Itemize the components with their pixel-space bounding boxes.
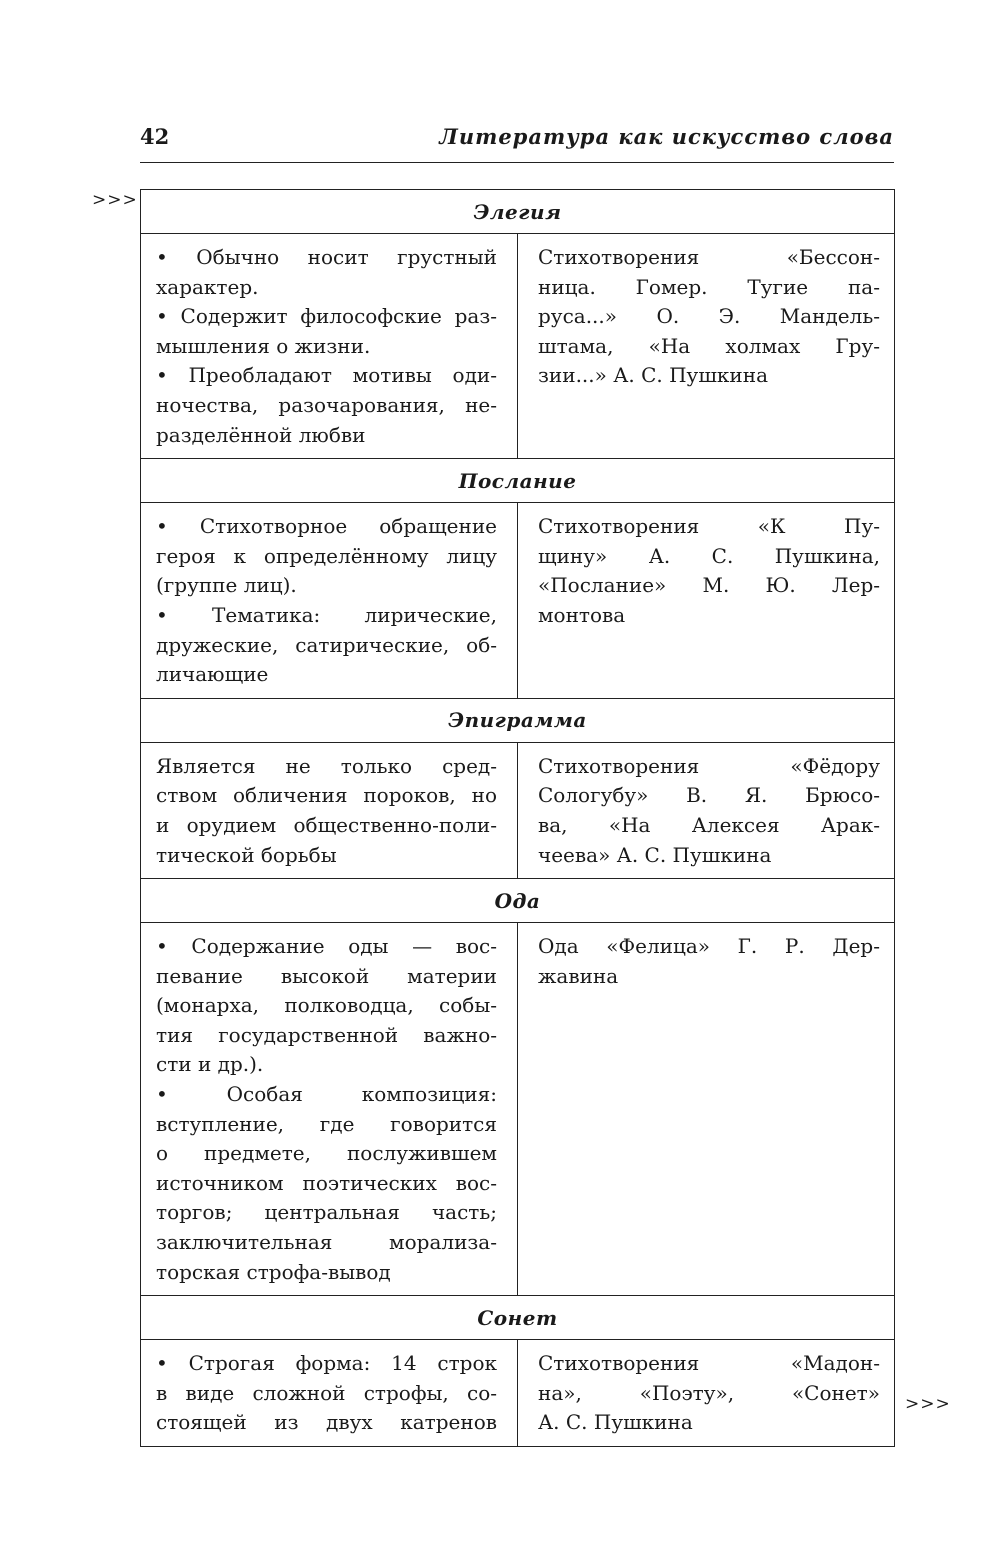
header-rule (140, 162, 894, 163)
section-title: Послание (141, 459, 895, 503)
text-line: на», «Поэту», «Сонет» (538, 1380, 880, 1405)
text-line: • Особая композиция: (156, 1082, 497, 1107)
section-content-row (141, 234, 895, 459)
section-header-row (141, 698, 895, 742)
text-line: ночества, разочарования, не- (156, 392, 497, 417)
section-content-row (141, 923, 895, 1296)
section-header-row (141, 1296, 895, 1340)
text-line: щину» А. С. Пушкина, (538, 543, 880, 568)
section-content-row (141, 742, 895, 878)
text-line: разделённой любви (156, 422, 366, 447)
examples-cell (518, 923, 895, 1296)
features-cell (141, 503, 518, 699)
text-line: личающие (156, 662, 269, 687)
text-line: в виде сложной строфы, со- (156, 1380, 497, 1405)
section-header-row (141, 459, 895, 503)
text-line: источником поэтических вос- (156, 1170, 497, 1195)
text-line: чеева» А. С. Пушкина (538, 842, 772, 867)
text-line: Является не только сред- (156, 753, 497, 778)
text-line: мышления о жизни. (156, 333, 371, 358)
text-line: ством обличения пороков, но (156, 783, 497, 808)
text-line: стоящей из двух катренов (156, 1410, 497, 1435)
text-line: тия государственной важно- (156, 1022, 497, 1047)
section-title: Сонет (141, 1296, 895, 1340)
section-content-row (141, 1340, 895, 1447)
text-line: и орудием общественно-поли- (156, 812, 497, 837)
text-line: ница. Гомер. Тугие па- (538, 274, 880, 299)
text-line: (группе лиц). (156, 573, 297, 598)
features-cell (141, 234, 518, 459)
examples-cell (518, 234, 895, 459)
continuation-mark-bottom: >>> (905, 1394, 951, 1414)
text-line: • Содержит философские раз- (156, 304, 497, 329)
text-line: (монарха, полководца, собы- (156, 993, 497, 1018)
text-line: А. С. Пушкина (538, 1410, 693, 1435)
text-line: сти и др.). (156, 1052, 264, 1077)
text-line: дружеские, сатирические, об- (156, 632, 497, 657)
section-content-row (141, 503, 895, 699)
running-head: Литература как искусство слова (439, 124, 894, 149)
text-line: вступление, где говорится (156, 1111, 497, 1136)
text-line: певание высокой материи (156, 963, 497, 988)
text-line: героя к определённому лицу (156, 543, 497, 568)
text-line: зии...» А. С. Пушкина (538, 363, 768, 388)
section-header-row (141, 190, 895, 234)
text-line: • Содержание оды — вос- (156, 934, 497, 959)
text-line: • Обычно носит грустный (156, 245, 497, 269)
section-header-row (141, 879, 895, 923)
text-line: жавина (538, 963, 619, 988)
text-line: руса...» О. Э. Мандель- (538, 304, 880, 329)
text-line: тической борьбы (156, 842, 337, 867)
continuation-mark-top: >>> (92, 190, 138, 210)
text-line: • Стихотворное обращение (156, 514, 497, 539)
examples-cell (518, 742, 895, 878)
text-line: Стихотворения «Бессон- (538, 245, 880, 269)
text-line: характер. (156, 274, 259, 299)
text-line: Стихотворения «Мадон- (538, 1351, 880, 1376)
section-title: Эпиграмма (141, 698, 895, 742)
text-line: Стихотворения «Фёдору (538, 753, 880, 778)
text-line: Сологубу» В. Я. Брюсо- (538, 783, 880, 808)
text-line: Ода «Фелица» Г. Р. Дер- (538, 934, 880, 959)
text-line: • Тематика: лирические, (156, 602, 497, 627)
text-line: Стихотворения «К Пу- (538, 514, 880, 539)
text-line: заключительная морализа- (156, 1230, 497, 1255)
section-title: Элегия (141, 190, 895, 234)
text-line: о предмете, послужившем (156, 1141, 497, 1166)
text-line: • Строгая форма: 14 строк (156, 1351, 497, 1376)
features-cell (141, 742, 518, 878)
examples-cell (518, 503, 895, 699)
text-line: торская строфа-вывод (156, 1259, 391, 1284)
text-line: штама, «На холмах Гру- (538, 333, 880, 358)
features-cell (141, 1340, 518, 1447)
text-line: ва, «На Алексея Арак- (538, 812, 880, 837)
text-line: монтова (538, 602, 626, 627)
section-title: Ода (141, 879, 895, 923)
examples-cell (518, 1340, 895, 1447)
features-cell (141, 923, 518, 1296)
page-number: 42 (140, 124, 170, 149)
text-line: «Послание» М. Ю. Лер- (538, 573, 880, 598)
text-line: торгов; центральная часть; (156, 1200, 497, 1225)
genre-table (140, 189, 895, 1447)
text-line: • Преобладают мотивы оди- (156, 363, 497, 388)
